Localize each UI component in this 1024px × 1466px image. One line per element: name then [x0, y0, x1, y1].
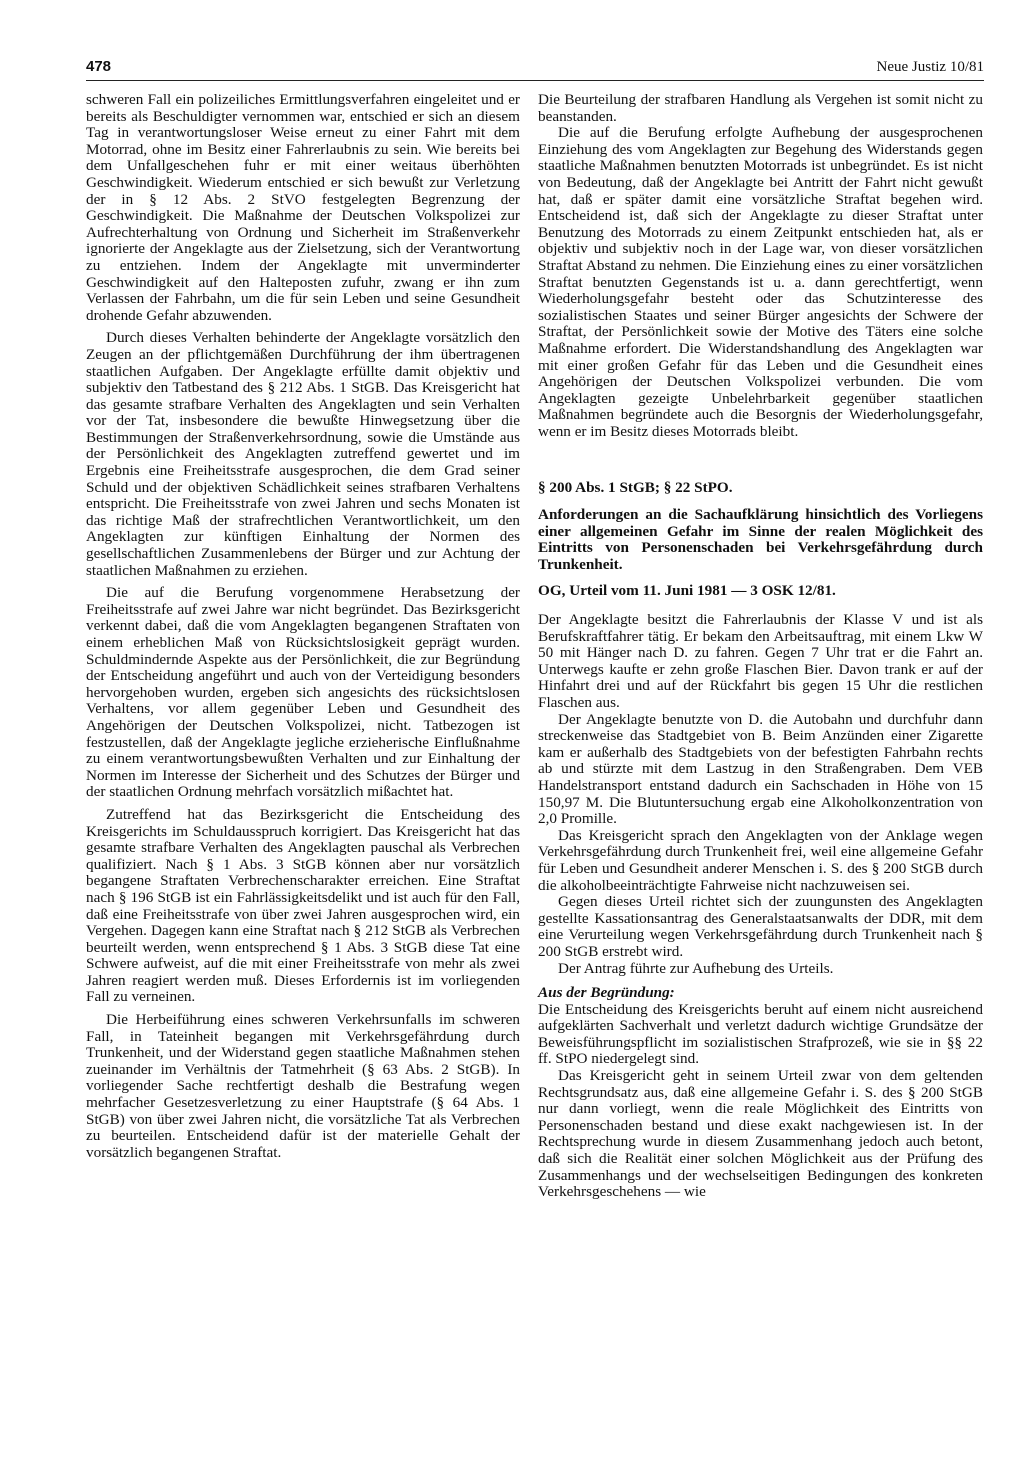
paragraph: Die Entscheidung des Kreisgerichts beruht auf einem nicht ausreichend aufgeklärten Sachverhalt und verletzt dadurch wichtige Grundsätze der Beweisführungspflicht im sozialistischen Strafprozeß, wie sie in §§ 22 ff. StPO niedergelegt sind.: [538, 1000, 983, 1068]
paragraph: Der Antrag führte zur Aufhebung des Urteils.: [558, 959, 834, 977]
paragraph: Durch dieses Verhalten behinderte der Angeklagte vorsätzlich den Zeugen an der pflichtgemäßen Durchführung der ihm übertragenen staatlichen Aufgaben. Der Angeklagte erfüllte damit objektiv und subjektiv den Tatbestand des § 212 Abs. 1 StGB. Das Kreisgericht hat das gesamte strafbare Verhalten des Angeklagten und sein Verhalten vor der Tat, insbesondere die bewußte Hinwegsetzung über die Bestimmungen der Straßenverkehrsordnung, sowie die Umstände aus der Persönlichkeit des Angeklagten zutreffend gewertet und im Ergebnis eine Freiheitsstrafe ausgesprochen, die dem Grad seiner Schuld und der objektiven Schädlichkeit seines strafbaren Verhaltens entspricht. Die Freiheitsstrafe von zwei Jahren und sechs Monaten ist das richtige Maß der strafrechtlichen Verantwortlichkeit, um den Angeklagten zur künftigen Einhaltung der Normen des gesellschaftlichen Zusammenlebens der Bürger und zur Achtung der staatlichen Maßnahmen zu erziehen.: [86, 329, 520, 579]
section-heading: Aus der Begründung:: [538, 984, 675, 1002]
page-header: [86, 58, 984, 81]
paragraph: Die Herbeiführung eines schweren Verkehrsunfalls im schweren Fall, in Tateinheit begangen mit Verkehrsgefährdung durch Trunkenheit, und der Widerstand gegen staatliche Maßnahmen stehen zueinander im Verhältnis der Tatmehrheit (§ 63 Abs. 2 StGB). In vorliegender Sache rechtfertigt deshalb die Bestrafung wegen mehrfacher Gesetzesverletzung zu einer Hauptstrafe (§ 64 Abs. 1 StGB) von über zwei Jahren nicht, die vorsätzliche Tat als Verbrechen zu beurteilen. Entscheidend dafür ist der materielle Gehalt der vorsätzlich begangenen Straftat.: [86, 1011, 520, 1161]
left-column: [86, 92, 520, 1161]
paragraph: Die Beurteilung der strafbaren Handlung als Vergehen ist somit nicht zu beanstanden.: [538, 91, 983, 125]
paragraph: Das Kreisgericht sprach den Angeklagten von der Anklage wegen Verkehrsgefährdung durch Trunkenheit frei, weil eine allgemeine Gefahr für Leben und Gesundheit anderer Menschen i. S. des § 200 StGB durch die alkoholbeeinträchtigte Fahrweise nicht nachzuweisen sei.: [538, 826, 983, 894]
paragraph: Das Kreisgericht geht in seinem Urteil zwar von dem geltenden Rechtsgrundsatz aus, daß eine allgemeine Gefahr i. S. des § 200 StGB nur dann vorliegt, wenn die reale Möglichkeit des Eintritts von Personenschaden bestand und diese exakt nachgewiesen ist. In der Rechtsprechung wurde in diesem Zusammenhang jedoch auch betont, daß sich die Realität einer solchen Möglichkeit aus der Prüfung des Zusammenhangs und der wechselseitigen Bedingungen des konkreten Verkehrsgeschehens — wie: [538, 1067, 983, 1201]
paragraph: Der Angeklagte besitzt die Fahrerlaubnis der Klasse V und ist als Berufskraftfahrer tätig. Er bekam den Arbeitsauftrag, mit einem Lkw W 50 mit Hänger nach D. zu fahren. Gegen 7 Uhr trat er die Fahrt an. Unterwegs kaufte er zehn große Flaschen Bier. Davon trank er auf der Hinfahrt drei und auf der Rückfahrt bis gegen 15 Uhr die restlichen Flaschen aus.: [538, 611, 983, 711]
right-column: [538, 92, 983, 1201]
paragraph: Die auf die Berufung vorgenommene Herabsetzung der Freiheitsstrafe auf zwei Jahre war nicht begründet. Das Bezirksgericht verkennt dabei, daß die vom Angeklagten begangenen Straftaten von einem erheblichen Maß von Rücksichtslosigkeit geprägt wurden. Schuldmindernde Aspekte aus der Persönlichkeit, die zur Begründung der Entscheidung angeführt und auch von der Verteidigung besonders hervorgehoben wurden, ergeben sich angesichts des rücksichtslosen Verhaltens, vor allem gegenüber Leben und Gesundheit des Angehörigen der Deutschen Volkspolizei, nicht. Tatbezogen ist festzustellen, daß der Angeklagte jegliche erzieherische Einflußnahme zu einem verantwortungsbewußten Verhalten und zur Einhaltung der Normen im Interesse der Sicherheit und des Schutzes der Bürger und der staatlichen Ordnung mehrfach vorsätzlich mißachtet hat.: [86, 584, 520, 801]
paragraph: Zutreffend hat das Bezirksgericht die Entscheidung des Kreisgerichts im Schuldausspruch korrigiert. Das Kreisgericht hat das gesamte strafbare Verhalten des Angeklagten pauschal als Verbrechen qualifiziert. Nach § 1 Abs. 3 StGB können aber nur vorsätzlich begangene Straftaten Verbrechenscharakter erreichen. Eine Straftat nach § 196 StGB ist ein Fahrlässigkeitsdelikt und ist auch für den Fall, daß eine Freiheitsstrafe von über zwei Jahren ausgesprochen wird, ein Vergehen. Dagegen kann eine Straftat nach § 212 StGB als Verbrechen beurteilt werden, wenn entsprechend § 1 Abs. 3 StGB diese Tat eine Schwere aufweist, auf die mit einer Freiheitsstrafe von mehr als zwei Jahren reagiert werden muß. Dieses Erfordernis ist im vorliegenden Fall zu verneinen.: [86, 805, 520, 1006]
law-reference: § 200 Abs. 1 StGB; § 22 StPO.: [538, 479, 733, 497]
headnote: Anforderungen an die Sachaufklärung hinsichtlich des Vorliegens einer allgemeinen Gefahr im Sinne der realen Möglichkeit des Eintritts von Personenschaden bei Verkehrsgefährdung durch Trunkenheit.: [538, 506, 983, 573]
paragraph: Der Angeklagte benutzte von D. die Autobahn und durchfuhr dann streckenweise das Stadtgebiet von B. Beim Anzünden einer Zigarette kam er außerhalb des Stadtgebiets von der befestigten Fahrbahn rechts ab und stürzte mit dem Lastzug in den Straßengraben. Dem VEB Handelstransport entstand dadurch ein Sachschaden in Höhe von 15 150,97 M. Die Blutuntersuchung ergab eine Alkoholkonzentration von 2,0 Promille.: [538, 710, 983, 828]
court-citation: OG, Urteil vom 11. Juni 1981 — 3 OSK 12/81.: [538, 582, 836, 600]
page-number: 478: [86, 58, 112, 75]
paragraph: schweren Fall ein polizeiliches Ermittlungsverfahren eingeleitet und er bereits als Beschuldigter vernommen war, entschied er sich an diesem Tag in verantwortungsloser Weise erneut zu einer Fahrt mit dem Motorrad, ohne im Besitz einer Fahrerlaubnis zu sein. Wie bereits bei dem Unfallgeschehen fuhr er mit einer weitaus überhöhten Geschwindigkeit. Wiederum entschied er sich bewußt zur Verletzung der in § 12 Abs. 2 StVO festgelegten Begrenzung der Geschwindigkeit. Die Maßnahme der Deutschen Volkspolizei zur Aufrechterhaltung von Ordnung und Sicherheit im Straßenverkehr ignorierte der Angeklagte aus der Zielsetzung, sich der Verantwortung zu entziehen. Indem der Angeklagte mit unverminderter Geschwindigkeit auf den Halteposten zufuhr, zwang er ihn zum Verlassen der Fahrbahn, um die für sein Leben und seine Gesundheit drohende Gefahr abzuwenden.: [86, 91, 520, 324]
paragraph: Gegen dieses Urteil richtet sich der zuungunsten des Angeklagten gestellte Kassationsantrag des Generalstaatsanwalts der DDR, mit dem eine Verurteilung wegen Verkehrsgefährdung durch Trunkenheit nach § 200 StGB erstrebt wird.: [538, 893, 983, 960]
journal-issue: Neue Justiz 10/81: [876, 59, 984, 75]
paragraph: Die auf die Berufung erfolgte Aufhebung der ausgesprochenen Einziehung des vom Angeklagten zur Begehung des Widerstands gegen staatliche Maßnahmen benutzten Motorrads ist unbegründet. Es ist nicht von Bedeutung, daß der Angeklagte bei Antritt der Fahrt nicht gewußt hat, daß er später damit eine vorsätzliche Straftat begehen wird. Entscheidend ist, daß sich der Angeklagte zu dieser Straftat unter Benutzung des Motorrads zu einem Zeitpunkt entschieden hat, als er objektiv und subjektiv noch in der Lage war, von dieser vorsätzlichen Straftat Abstand zu nehmen. Die Einziehung eines zu einer vorsätzlichen Straftat benutzten Gegenstands ist u. a. dann gerechtfertigt, wenn Wiederholungsgefahr besteht oder das Schutzinteresse des sozialistischen Staates und seiner Bürger angesichts der Schwere der Straftat, der Persönlichkeit sowie der Motive des Täters eine solche Maßnahme erfordert. Die Widerstandshandlung des Angeklagten war mit einer großen Gefahr für das Leben und die Gesundheit eines Angehörigen der Deutschen Volkspolizei verbunden. Die vom Angeklagten gezeigte Unbelehrbarkeit gegenüber staatlichen Maßnahmen begründete auch die Besorgnis der Wiederholungsgefahr, wenn er im Besitz dieses Motorrads bleibt.: [538, 124, 983, 440]
